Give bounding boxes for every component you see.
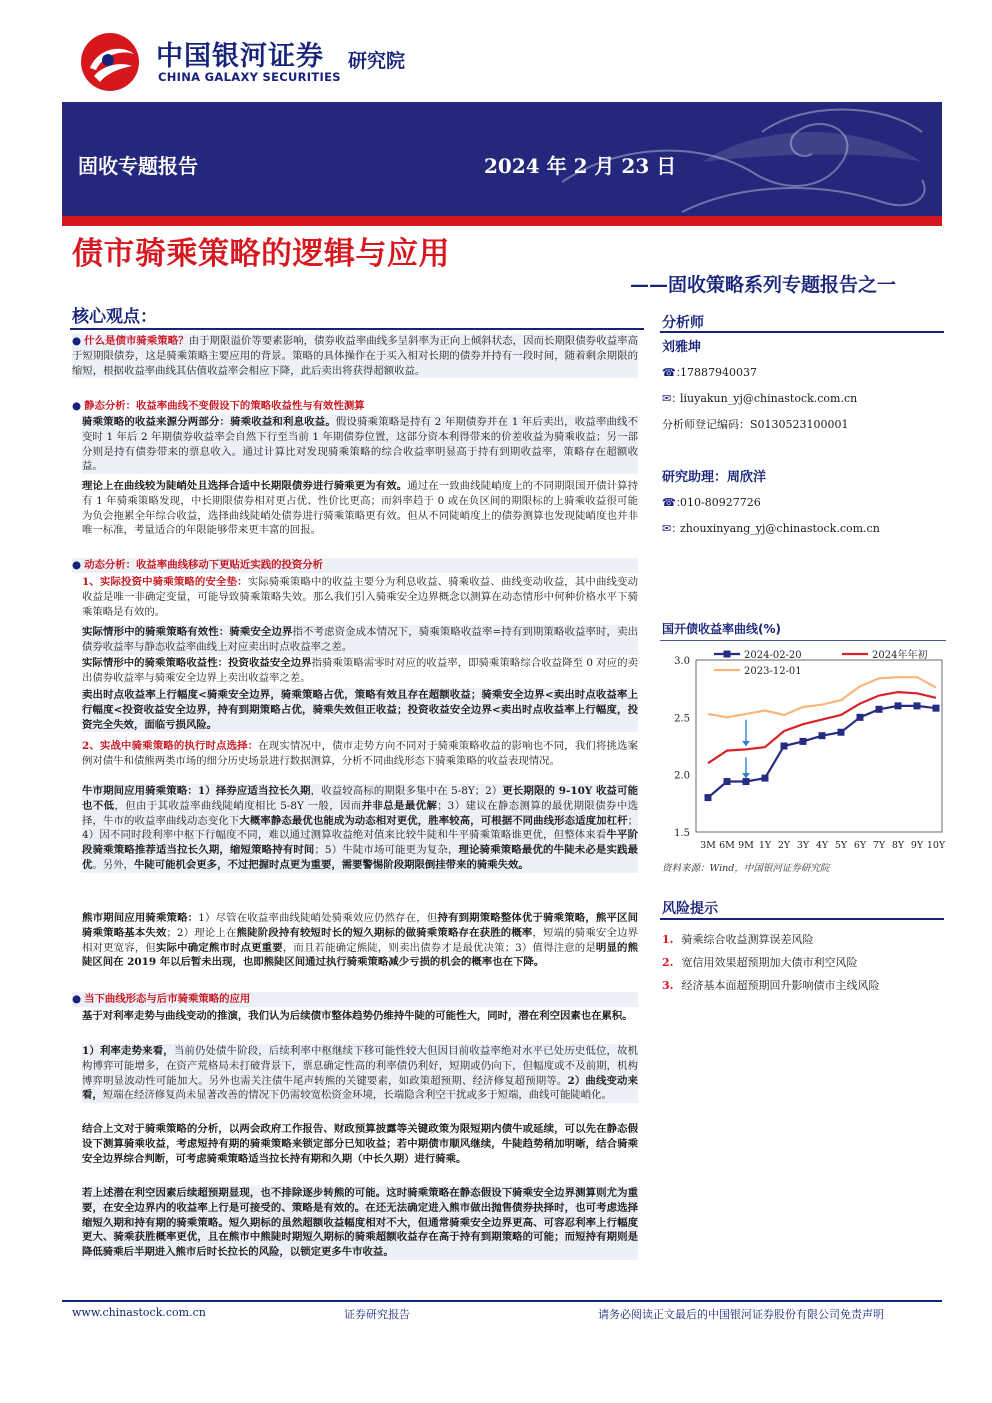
plot-frame <box>696 660 942 832</box>
brand-name-cn: 中国银河证券 <box>156 41 324 72</box>
lead-text: 什么是债市骑乘策略？ <box>84 335 189 347</box>
lead-text: 实际情形中的骑乘策略有效性：骑乘安全边界 <box>82 626 293 638</box>
body-text: 当前仍处债牛阶段，后续利率中枢继续下移可能性较大但因目前收益率绝对水平已处历史低位，故机构博弈可能增多，在资产荒格局未打破背景下，票息确定性高的利率债仍利好，短期或仍向下，但幅度或不及前期，机构博弈明显波动性可能加大。另外也需关注债牛尾声转熊的关键要素，如政策超预期、经济修复超预期等。 <box>82 1045 639 1087</box>
series-line <box>708 677 936 717</box>
x-tick-label: 4Y <box>815 840 829 851</box>
body-text: 由于期限溢价等要素影响，债券收益率曲线多呈斜率为正向上倾斜状态，因而长期限债券收益率高于短期限债券，这是骑乘策略主要应用的背景。策略的具体操作在于买入相对长期的债券并持有一段时间，随着剩余期限的缩短，根据收益率曲线其估值收益率会相应下降，此后卖出将获得超额收益。 <box>72 335 638 377</box>
body-text: 卖出时点收益率上行幅度<骑乘安全边界，骑乘策略占优，策略有效且存在超额收益；骑乘安全边界<卖出时点收益率上行幅度<投资收益安全边界，持有到期策略占优，骑乘失效但正收益；投资收益安全边界<卖出时点收益率上行幅度，投资完全失效，面临亏损风险。 <box>82 689 638 731</box>
x-tick-label: 5Y <box>834 840 848 851</box>
core-heading: 核心观点： <box>72 307 157 327</box>
yield-curve-chart <box>660 640 946 855</box>
section-heading: 动态分析：收益率曲线移动下更贴近实践的投资分析 <box>84 559 324 571</box>
body-text: 大概率静态最优也能成为动态相对更优，胜率较高，可根据不同曲线形态适度加杠杆 <box>239 814 628 827</box>
risk-number: 2. <box>662 956 674 969</box>
body-text: 假设骑乘策略是持有 2 年期债券并在 1 年后卖出，收益率曲线不变时 1 年后 2 年期债券收益率会自然下行至当前 1 年期债券位置，这部分资本利得带来的价差收益为骑乘收益；另一部分则是持有债券带来的票息收入。通过计算比对发现骑乘策略的综合收益率明显高于持有到期收益率，策略存在超额收益。 <box>82 416 638 473</box>
body-text: 更长期限的 9-10Y 收益可能也不低 <box>82 785 638 812</box>
body-text: ，短端的骑乘安全边界相对更宽容，但 <box>82 926 639 954</box>
body-text: ；5）牛陡市场可能更为复杂， <box>314 844 459 857</box>
series-point <box>800 738 807 745</box>
risk-item <box>662 931 813 947</box>
body-text: 熊陡阶段持有较短时长的短久期标的做骑乘策略存在获胜的概率 <box>236 926 533 939</box>
legend-label: 2024-02-20 <box>744 650 802 661</box>
risk-item <box>662 977 879 993</box>
series-point <box>762 775 769 782</box>
body-text: ；2）理论上在 <box>166 926 237 939</box>
body-text: 结合上文对于骑乘策略的分析，以两会政府工作报告、财政预算披露等关键政策为限短期内债牛或延续，可以先在静态假设下测算骑乘收益，考虑短持有期的骑乘策略来锁定部分已知收益；若中期债市顺风继续，牛陡趋势稍加明晰，结合骑乘安全边界综合判断，可考虑骑乘策略适当拉长持有期和久期（中长久期）进行骑乘。 <box>82 1123 638 1165</box>
chart-legend <box>714 648 927 677</box>
body-text: 1）尽管在收益率曲线陡峭处骑乘效应仍然存在，但 <box>198 912 438 924</box>
chart-title: 国开债收益率曲线(%) <box>662 622 781 636</box>
legend-label: 2023-12-01 <box>744 666 802 677</box>
phone-number: 17887940037 <box>680 366 757 379</box>
paragraph-static-sources <box>82 415 638 474</box>
arrow-head <box>742 741 750 746</box>
brand-name-en: CHINA GALAXY SECURITIES <box>158 70 341 84</box>
institute-label: 研究院 <box>348 50 406 72</box>
report-title: 债市骑乘策略的逻辑与应用 <box>72 236 450 272</box>
risk-text: 宽信用效果超预期加大债市利空风险 <box>681 956 858 969</box>
y-tick-label: 2.0 <box>674 770 690 782</box>
lead-text: 1）利率走势来看， <box>82 1045 174 1057</box>
paragraph-dynamic-heading: ● 动态分析：收益率曲线移动下更贴近实践的投资分析 <box>72 558 638 573</box>
analyst-divider <box>660 331 944 333</box>
y-tick-label: 3.0 <box>674 656 690 667</box>
risk-item <box>662 954 857 970</box>
paragraph-static-heading: ● 静态分析：收益率曲线不变假设下的策略收益性与有效性测算 <box>72 400 365 412</box>
analyst-name: 刘雅坤 <box>662 340 702 355</box>
banner-red-stripe <box>62 216 942 226</box>
lead-text: 2、实战中骑乘策略的执行时点选择： <box>82 740 259 752</box>
x-tick-label: 1Y <box>758 840 772 851</box>
mail-icon: ✉： <box>662 522 683 535</box>
lead-text: 骑乘策略的收益来源分两部分：骑乘收益和利息收益。 <box>82 416 336 428</box>
paragraph-strategy-bull <box>82 1122 638 1166</box>
chart-series-group <box>705 677 940 801</box>
body-text: 牛平阶段骑乘策略推荐适当拉长久期，缩短策略持有时间 <box>82 829 639 857</box>
lead-text: 熊市期间应用骑乘策略： <box>82 912 199 924</box>
x-tick-label: 6M <box>719 840 735 851</box>
paragraph-outlook <box>82 1009 638 1024</box>
analyst-phone <box>662 364 757 380</box>
series-point <box>838 729 845 736</box>
x-tick-label: 8Y <box>891 840 905 851</box>
footer-url[interactable]: www.chinastock.com.cn <box>72 1306 206 1319</box>
lead-text: 实际情形中的骑乘策略收益性：投资收益安全边界 <box>82 657 312 669</box>
email-address[interactable]: liuyakun_yj@chinastock.com.cn <box>680 392 858 405</box>
x-tick-label: 6Y <box>853 840 867 851</box>
body-text: 实际中确定熊市时点更重要 <box>155 941 283 954</box>
lead-text: 2）曲线变动来看， <box>82 1074 639 1102</box>
paragraph-bear-market <box>82 911 638 970</box>
risk-heading: 风险提示 <box>662 901 718 917</box>
mail-icon: ✉： <box>662 392 683 405</box>
body-text: ；3）建议在静态测算的最优期限债券中选择，牛市的收益率曲线动态变化下 <box>82 799 639 827</box>
report-subtitle: ——固收策略系列专题报告之一 <box>630 274 897 296</box>
risk-text: 骑乘综合收益测算误差风险 <box>681 933 814 946</box>
risk-number: 3. <box>662 979 674 992</box>
body-text: 指骑乘策略需零时对应的收益率，即骑乘策略综合收益降至 0 对应的卖出债券收益率与骑乘安全边界上卖出收益率之差。 <box>82 657 639 684</box>
report-type: 固收专题报告 <box>78 154 198 178</box>
y-tick-label: 2.5 <box>674 713 690 725</box>
lead-text: 牛市期间应用骑乘策略： <box>82 785 198 797</box>
series-point <box>895 702 902 709</box>
body-text: 通过在一致曲线陡峭度上的不同期限国开债计算持有 1 年骑乘策略发现，中长期限债券相对更占优、性价比更高；而斜率趋于 0 或在负区间的期限标的上骑乘收益很可能为负会拖累全年综合收益，选择曲线陡峭处债券进行骑乘策略更有效。但从不同陡峭度上的债券测算也发现陡峭度也并非唯一标准，考量适合的年限能够带来更丰富的回报。 <box>82 480 638 537</box>
paragraph-what-is-riding: ● 什么是债市骑乘策略？由于期限溢价等要素影响，债券收益率曲线多呈斜率为正向上倾斜状态，因而长期限债券收益率高于短期限债券，这是骑乘策略主要应用的背景。策略的具体操作在于买入相对长期的债券并持有一段时间，随着剩余期限的缩短，根据收益率曲线其估值收益率会相应下降，此后卖出将获得超额收益。 <box>72 335 638 377</box>
chart-source: 资料来源：Wind，中国银河证券研究院 <box>662 863 830 874</box>
body-text: 若上述潜在利空因素后续超预期显现，也不排除逐步转熊的可能。这时骑乘策略在静态假设下骑乘安全边界测算则尤为重要，在安全边界内的收益率上行是可接受的、策略是有效的。在还无法确定进入熊市做出抛售债券抉择时，也可考虑选择缩短久期和持有期的骑乘策略。短久期标的虽然超额收益幅度相对不大，但通常骑乘安全边界更高、可容忍利率上行幅度更大、骑乘获胜概率更优，且在熊市中熊陡时期短久期标的骑乘超额收益存在高于持有到期策略的可能；而短持有期则是降低骑乘后半期进入熊市后时长拉长的风险，以锁定更多牛市收益。 <box>82 1187 638 1259</box>
core-divider <box>70 328 644 330</box>
x-tick-label: 9Y <box>910 840 924 851</box>
lead-text: 理论上在曲线较为陡峭处且选择合适中长期限债券进行骑乘更为有效。 <box>82 480 408 492</box>
risk-number: 1. <box>662 933 674 946</box>
body-text: 。另外， <box>92 858 134 871</box>
x-tick-label: 7Y <box>872 840 886 851</box>
series-line <box>708 692 936 763</box>
legend-marker <box>724 651 731 658</box>
email-address[interactable]: zhouxinyang_yj@chinastock.com.cn <box>680 522 880 535</box>
footer-disclaimer: 请务必阅读正文最后的中国银河证券股份有限公司免责声明 <box>598 1308 884 1321</box>
paragraph-current-heading: ● 当下曲线形态与后市骑乘策略的应用 <box>72 992 638 1007</box>
risk-divider <box>660 918 944 920</box>
paragraph-timing <box>82 739 638 769</box>
series-point <box>933 705 940 712</box>
risk-text: 经济基本面超预期回升影响债市主线风险 <box>681 979 880 992</box>
paragraph-static-steep <box>82 479 638 538</box>
arrow-head <box>742 773 750 778</box>
body-text: 基于对利率走势与曲线变动的推演，我们认为后续债市整体趋势仍维持牛陡的可能性大，同时，潜在利空因素也在累积。 <box>82 1010 633 1022</box>
x-tick-label: 10Y <box>926 840 946 851</box>
chart-axes <box>674 656 946 851</box>
series-point <box>914 702 921 709</box>
series-point <box>876 706 883 713</box>
paragraph-safety-cushion <box>82 575 638 619</box>
series-point <box>743 778 750 785</box>
paragraph-strategy-bear <box>82 1186 638 1260</box>
body-text: 明显的熊陡区间在 2019 年以后暂未出现，也即熊陡区间通过执行骑乘策略减少亏损的机会的概率也在下降。 <box>82 941 639 969</box>
legend-label: 2024年年初 <box>872 650 928 661</box>
paragraph-bull-market <box>82 784 638 873</box>
body-text: ；4）因不同时段利率中枢下行幅度不同，难以通过测算收益绝对值来比较牛陡和牛平骑乘策略谁更优，但整体来看 <box>82 814 638 842</box>
series-point <box>819 732 826 739</box>
lead-text: 1、实际投资中骑乘策略的安全垫： <box>82 576 248 588</box>
body-text: 实际骑乘策略中的收益主要分为利息收益、骑乘收益、曲线变动收益，其中曲线变动收益是唯一非确定变量，可能导致骑乘策略失效。那么我们引入骑乘安全边界概念以测算在动态情形中何种价格水平下骑乘策略是有效的。 <box>82 576 639 618</box>
x-tick-label: 3Y <box>796 840 810 851</box>
report-date: 2024 年 2 月 23 日 <box>484 154 677 178</box>
phone-icon: ☎： <box>662 366 687 379</box>
y-tick-label: 1.5 <box>674 828 690 839</box>
body-text: 在现实情况中，债市走势方向不同对于骑乘策略收益的影响也不同，我们将挑选案例对债牛和债熊两类市场的细分历史场景进行数据测算，分析不同曲线形态下骑乘策略的收益表现情况。 <box>82 740 638 767</box>
body-text: 1）择券应适当拉长久期 <box>197 785 311 797</box>
analyst-heading: 分析师 <box>662 315 704 331</box>
paragraph-profitability <box>82 656 638 686</box>
analyst-email[interactable] <box>662 390 857 406</box>
assistant-heading: 研究助理：周欣洋 <box>662 470 767 485</box>
section-heading: 当下曲线形态与后市骑乘策略的应用 <box>84 993 251 1005</box>
assistant-email[interactable] <box>662 520 880 536</box>
body-text: 牛陡可能机会更多，不过把握时点更为重要，需要警惕阶段期限倒挂带来的骑乘失效。 <box>133 858 529 871</box>
analyst-registration: 分析师登记编码：S0130523100001 <box>662 418 849 431</box>
body-text: ，但由于其收益率曲线陡峭度相比 5-8Y 一般，因而 <box>114 799 362 812</box>
galaxy-logo-icon <box>78 30 142 94</box>
footer-label: 证券研究报告 <box>344 1308 410 1321</box>
body-text: 短端在经济修复尚未显著改善的情况下仍需较宽松资金环境，长端隐含利空干扰或多于短端，曲线可能陡峭化。 <box>102 1089 612 1102</box>
body-text: ，而且若能确定熊陡，则卖出债券才是最优决策；3）值得注意的是 <box>282 941 596 954</box>
x-tick-label: 9M <box>738 840 754 851</box>
body-text: 并非总是最优解 <box>361 799 438 812</box>
series-point <box>781 743 788 750</box>
x-tick-label: 2Y <box>777 840 791 851</box>
paragraph-rate-curve <box>82 1044 638 1103</box>
phone-number: 010-80927726 <box>680 496 761 509</box>
assistant-phone <box>662 494 761 510</box>
body-text: 持有到期策略整体优于骑乘策略，熊平区间骑乘策略基本失效 <box>82 912 638 939</box>
body-text: ，收益较高标的期限多集中在 5-8Y；2） <box>310 785 503 797</box>
body-text: 理论骑乘策略最优的牛陡未必是实践最优 <box>82 844 638 871</box>
series-point <box>857 714 864 721</box>
section-heading: 静态分析：收益率曲线不变假设下的策略收益性与有效性测算 <box>84 400 365 412</box>
footer-divider <box>62 1300 942 1302</box>
series-point <box>705 794 712 801</box>
x-tick-label: 3M <box>700 840 716 851</box>
paragraph-boundary-rules <box>82 688 638 732</box>
series-point <box>724 778 731 785</box>
body-text: 指不考虑资金成本情况下，骑乘策略收益率=持有到期策略收益率时，卖出债券收益率与静态收益率曲线上对应卖出时点收益率之差。 <box>82 626 639 653</box>
phone-icon: ☎： <box>662 496 687 509</box>
paragraph-effectiveness <box>82 625 638 655</box>
